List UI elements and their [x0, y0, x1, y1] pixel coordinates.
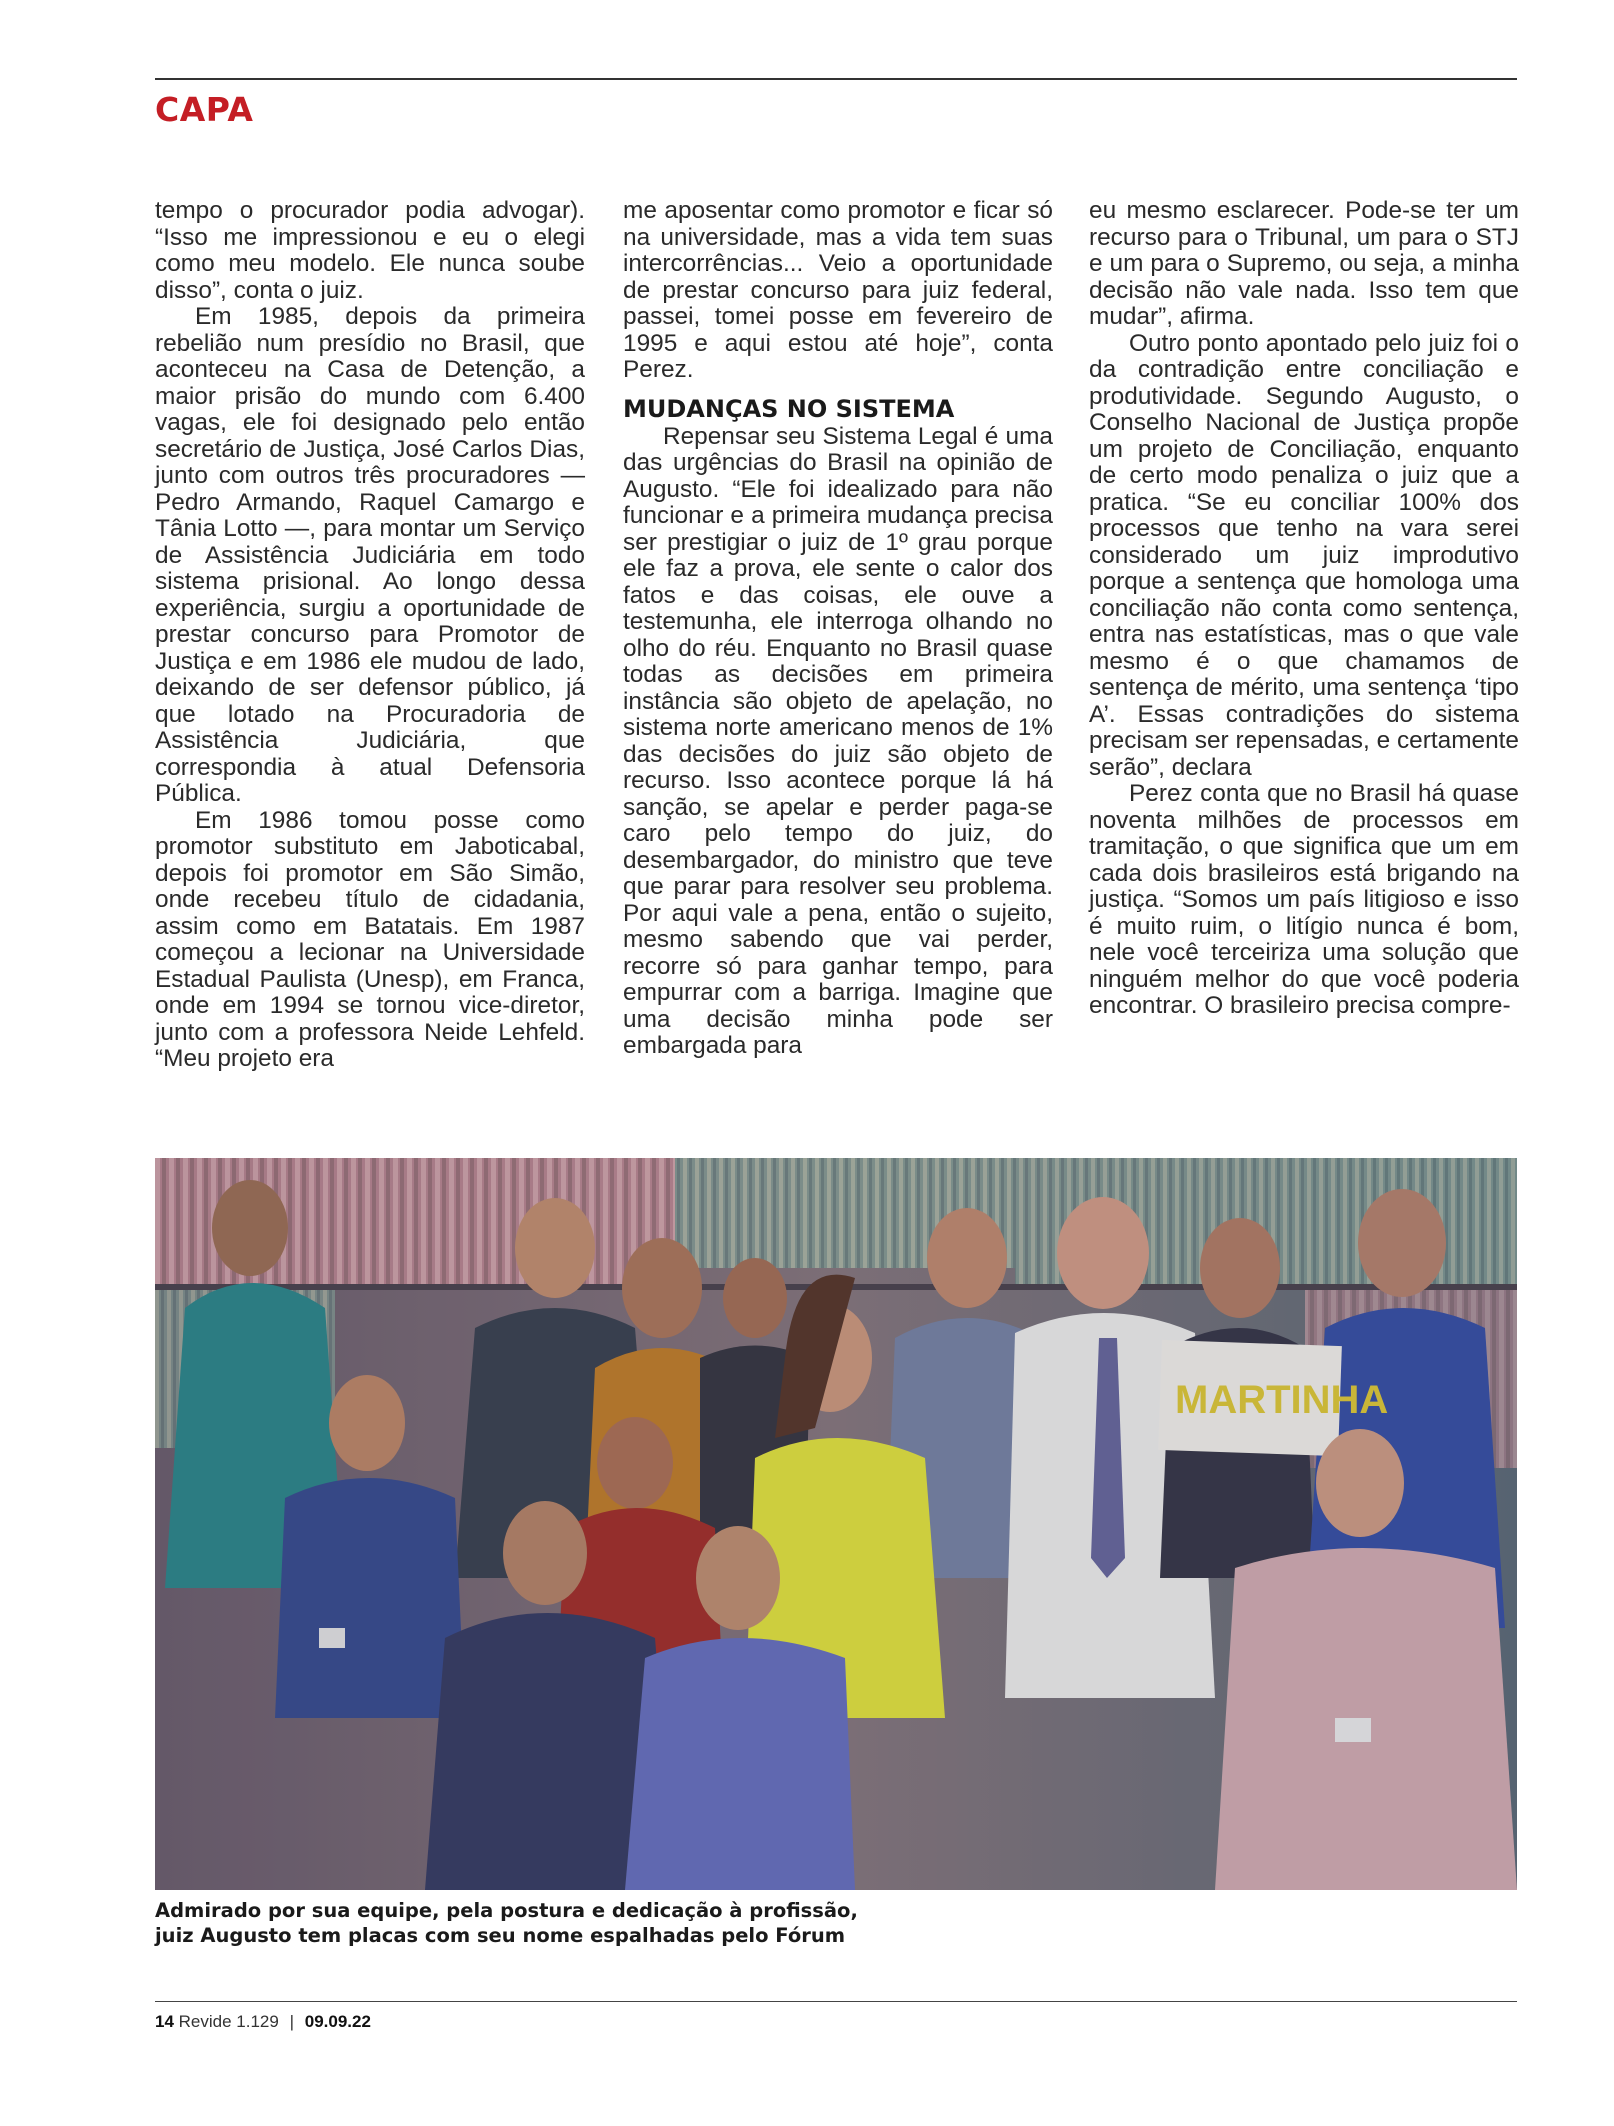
- section-label: CAPA: [155, 90, 254, 129]
- paragraph: Em 1985, depois da primeira rebelião num presídio no Brasil, que aconteceu na Casa de Detenção, a maior prisão do mundo com 6.400 vagas, ele foi designado pelo então secretário de Justiça, José Carlos Dias, junto com outros três procuradores — Pedro Armando, Raquel Camargo e Tânia Lotto —, para montar um Serviço de Assistência Judiciária em todo sistema prisional. Ao longo dessa experiência, surgiu a oportunidade de prestar concurso para Promotor de Justiça e em 1986 ele mudou de lado, deixando de ser defensor público, já que lotado na Procuradoria de Assistência Judiciária, que correspondia à atual Defensoria Pública.: [155, 303, 585, 807]
- page-number: 14: [155, 2012, 174, 2031]
- issue-date: 09.09.22: [304, 2012, 371, 2031]
- paragraph: Perez conta que no Brasil há quase noventa milhões de processos em tramitação, o que significa que um em cada dois brasileiros está brigando na justiça. “Somos um país litigioso e isso é muito ruim, o litígio nunca é bom, nele você terceiriza uma solução que ninguém melhor do que você poderia encontrar. O brasileiro precisa compre-: [1089, 780, 1519, 1019]
- top-rule: [155, 78, 1517, 80]
- page-footer: [155, 2012, 371, 2032]
- article-column-1: [155, 198, 585, 1073]
- paragraph: Outro ponto apontado pelo juiz foi o da contradição entre conciliação e produtividade. Segundo Augusto, o Conselho Nacional de Justiça propõe um projeto de Conciliação, enquanto de certo modo penaliza o juiz que a pratica. “Se eu conciliar 100% dos processos que tenho na vara serei considerado um juiz improdutivo porque a sentença que homologa uma conciliação não conta como sentença, entra nas estatísticas, mas o que vale mesmo é o que chamamos de sentença de mérito, uma sentença ‘tipo A’. Essas contradições do sistema precisam ser repensadas, e certamente serão”, declara: [1089, 329, 1519, 781]
- bottom-rule: [155, 2001, 1517, 2002]
- paragraph: tempo o procurador podia advogar). “Isso me impressionou e eu o elegi como meu modelo. Ele nunca soube disso”, conta o juiz.: [155, 197, 585, 304]
- footer-separator: |: [289, 2012, 294, 2031]
- sign-text: MARTINHA: [1175, 1378, 1389, 1422]
- paragraph: eu mesmo esclarecer. Pode-se ter um recurso para o Tribunal, um para o STJ e um para o Supremo, ou seja, a minha decisão não vale nada. Isso tem que mudar”, afirma.: [1089, 197, 1519, 330]
- paragraph: me aposentar como promotor e ficar só na universidade, mas a vida tem suas intercorrências... Veio a oportunidade de prestar concurso para juiz federal, passei, tomei posse em fevereiro de 1995 e aqui estou até hoje”, conta Perez.: [623, 197, 1053, 383]
- paragraph: Repensar seu Sistema Legal é uma das urgências do Brasil na opinião de Augusto. “Ele foi idealizado para não funcionar e a primeira mudança precisa ser prestigiar o juiz de 1º grau porque ele faz a prova, ele sente o calor dos fatos e das coisas, ele ouve a testemunha, ele interroga olhando no olho do réu. Enquanto no Brasil quase todas as decisões em primeira instância são objeto de apelação, no sistema norte americano menos de 1% das decisões do juiz são objeto de recurso. Isso acontece porque lá há sanção, se apelar e perder paga-se caro pelo tempo do juiz, do desembargador, do ministro que teve que parar para resolver seu problema. Por aqui vale a pena, então o sujeito, mesmo sabendo que vai perder, recorre só para ganhar tempo, para empurrar com a barriga. Imagine que uma decisão minha pode ser embargada para: [623, 422, 1053, 1059]
- paragraph: Em 1986 tomou posse como promotor substituto em Jaboticabal, depois foi promotor em São Simão, onde recebeu título de cidadania, assim como em Batatais. Em 1987 começou a lecionar na Universidade Estadual Paulista (Unesp), em Franca, onde em 1994 se tornou vice-diretor, junto com a professora Neide Lehfeld. “Meu projeto era: [155, 806, 585, 1072]
- article-column-3: [1089, 198, 1519, 1020]
- article-column-2: [623, 198, 1053, 1060]
- photo-caption: [155, 1898, 1155, 1948]
- caption-line-2: juiz Augusto tem placas com seu nome espalhadas pelo Fórum: [155, 1924, 846, 1947]
- magazine-issue: Revide 1.129: [178, 2012, 279, 2031]
- group-photo: [155, 1158, 1517, 1890]
- caption-line-1: Admirado por sua equipe, pela postura e dedicação à profissão,: [155, 1899, 858, 1922]
- subheading: MUDANÇAS NO SISTEMA: [623, 394, 955, 423]
- group-photo-illustration: [155, 1158, 1517, 1890]
